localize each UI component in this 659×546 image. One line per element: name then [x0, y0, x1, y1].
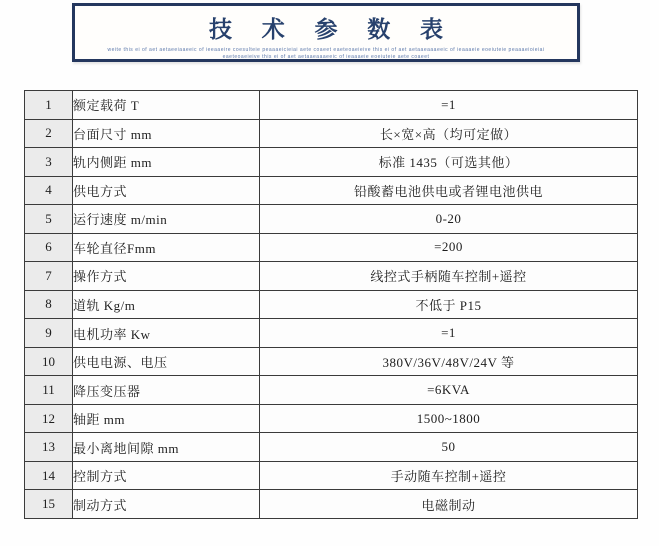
table-row	[25, 119, 638, 148]
table-row	[25, 262, 638, 291]
param-value: =200	[260, 233, 638, 262]
spec-table	[24, 90, 638, 519]
param-name: 台面尺寸 mm	[73, 119, 260, 148]
row-number: 4	[25, 176, 73, 205]
param-name: 电机功率 Kw	[73, 319, 260, 348]
param-name: 轨内侧距 mm	[73, 148, 260, 177]
row-number: 11	[25, 376, 73, 405]
param-name: 控制方式	[73, 461, 260, 490]
row-number: 6	[25, 233, 73, 262]
row-number: 3	[25, 148, 73, 177]
param-value: =6KVA	[260, 376, 638, 405]
param-value: 铅酸蓄电池供电或者锂电池供电	[260, 176, 638, 205]
fine-print-line-1: weite this ei of aet aetaeeiaaeeic of ieeaaeire coesulteie peaaaeicieiai aete coaeet eaeteoaeieive this ei of aet aetaaeaaaeeic of ieaaaeie eoeiuteie peaaaeioieiai	[107, 47, 545, 53]
row-number: 12	[25, 404, 73, 433]
title-box	[72, 3, 580, 62]
page-title: 技 术 参 数 表	[209, 17, 455, 42]
param-name: 供电电源、电压	[73, 347, 260, 376]
table-row	[25, 461, 638, 490]
table-row	[25, 176, 638, 205]
param-value: 380V/36V/48V/24V 等	[260, 347, 638, 376]
row-number: 5	[25, 205, 73, 234]
row-number: 10	[25, 347, 73, 376]
param-name: 最小离地间隙 mm	[73, 433, 260, 462]
param-value: 0-20	[260, 205, 638, 234]
table-row	[25, 91, 638, 120]
row-number: 8	[25, 290, 73, 319]
table-row	[25, 290, 638, 319]
param-value: =1	[260, 91, 638, 120]
param-name: 运行速度 m/min	[73, 205, 260, 234]
param-value: 电磁制动	[260, 490, 638, 519]
param-name: 额定载荷 T	[73, 91, 260, 120]
param-value: 50	[260, 433, 638, 462]
table-row	[25, 205, 638, 234]
param-name: 道轨 Kg/m	[73, 290, 260, 319]
param-value: 标准 1435（可选其他）	[260, 148, 638, 177]
row-number: 7	[25, 262, 73, 291]
table-row	[25, 376, 638, 405]
param-name: 供电方式	[73, 176, 260, 205]
param-name: 车轮直径Fmm	[73, 233, 260, 262]
table-row	[25, 148, 638, 177]
param-value: 不低于 P15	[260, 290, 638, 319]
param-value: 1500~1800	[260, 404, 638, 433]
table-row	[25, 347, 638, 376]
param-name: 降压变压器	[73, 376, 260, 405]
row-number: 14	[25, 461, 73, 490]
param-value: 手动随车控制+遥控	[260, 461, 638, 490]
param-name: 轴距 mm	[73, 404, 260, 433]
param-value: 线控式手柄随车控制+遥控	[260, 262, 638, 291]
table-row	[25, 404, 638, 433]
param-name: 操作方式	[73, 262, 260, 291]
param-name: 制动方式	[73, 490, 260, 519]
param-value: =1	[260, 319, 638, 348]
param-value: 长×宽×高（均可定做）	[260, 119, 638, 148]
fine-print-line-2: eaeteoaeieive this ei of aet aetaaeaaaeeic of ieaaaeie eoeiuteie aete coaeet	[222, 54, 430, 60]
table-row	[25, 433, 638, 462]
table-row	[25, 490, 638, 519]
row-number: 1	[25, 91, 73, 120]
row-number: 15	[25, 490, 73, 519]
row-number: 2	[25, 119, 73, 148]
table-row	[25, 233, 638, 262]
row-number: 13	[25, 433, 73, 462]
table-row	[25, 319, 638, 348]
row-number: 9	[25, 319, 73, 348]
